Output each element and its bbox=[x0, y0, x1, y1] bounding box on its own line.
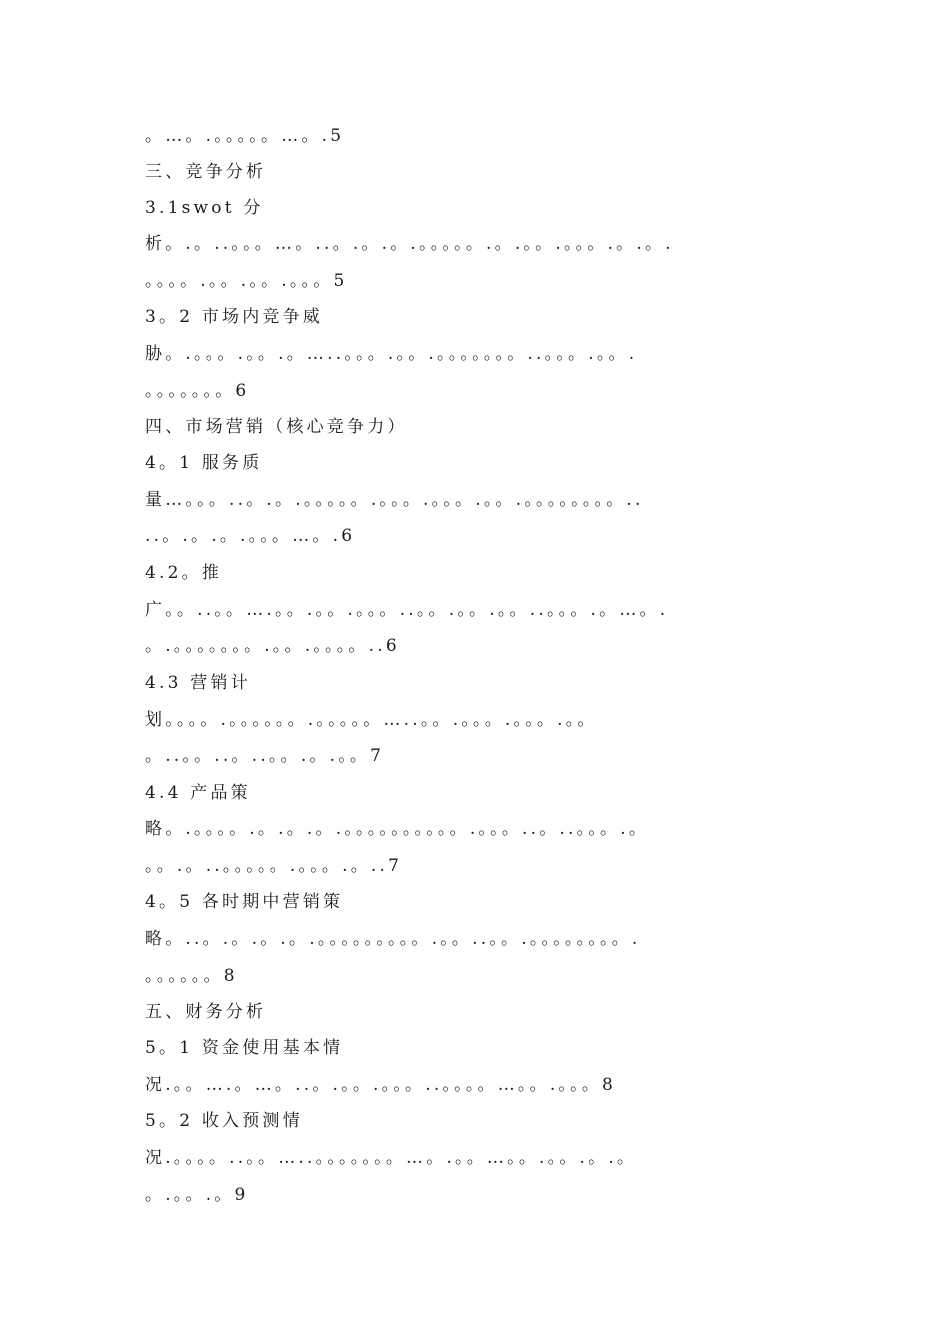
toc-leader-line: 。。。。。。。6 bbox=[145, 381, 250, 401]
toc-leader-line: 。。。。。。8 bbox=[145, 966, 238, 986]
toc-leader-line: 划。。。。.。。。。。。.。。。。。…..。。.。。。.。。。.。。 bbox=[145, 710, 598, 730]
toc-leader-line: 。。。。.。。.。。.。。。5 bbox=[145, 271, 348, 291]
toc-leader-line: 略。.。。。。.。.。.。.。。。。。。。。。。.。。。..。..。。。.。 bbox=[145, 819, 650, 839]
toc-leader-line: 。。.。..。。。。。.。。。.。..7 bbox=[145, 856, 403, 876]
toc-entry-title: 5。1 资金使用基本情 bbox=[145, 1038, 344, 1058]
toc-entry-title: 4。1 服务质 bbox=[145, 453, 263, 473]
toc-leader-line: 。.。。。。。。。.。。.。。。。..6 bbox=[145, 636, 400, 656]
toc-leader-line: 析。.。..。。。…。..。.。.。.。。。。。.。.。。.。。。.。.。. bbox=[145, 234, 674, 254]
toc-leader-line: 。.。。.。9 bbox=[145, 1185, 249, 1205]
toc-section-heading: 四、市场营销（核心竞争力） bbox=[145, 417, 408, 437]
toc-leader-line: 略。..。.。.。.。.。。。。。。。。。.。。..。。.。。。。。。。。. bbox=[145, 929, 641, 949]
toc-entry-title: 4.4 产品策 bbox=[145, 783, 251, 803]
toc-entry-title: 3。2 市场内竞争威 bbox=[145, 307, 324, 327]
toc-section-heading: 五、财务分析 bbox=[145, 1002, 267, 1022]
toc-leader-line: 量…。。。..。.。.。。。。。.。。。.。。。.。。.。。。。。。。。.. bbox=[145, 490, 644, 510]
toc-entry-title: 3.1swot 分 bbox=[145, 198, 264, 218]
toc-leader-line: 况.。。….。…。..。.。。.。。。..。。。。…。。.。。。8 bbox=[145, 1075, 617, 1095]
toc-entry-title: 4。5 各时期中营销策 bbox=[145, 892, 344, 912]
toc-leader-line: ..。.。.。.。。。…。.6 bbox=[145, 526, 356, 546]
toc-leader-line: 胁。.。。。.。。.。…..。。。.。。.。。。。。。。..。。。.。。. bbox=[145, 344, 638, 364]
toc-leader-line: 。..。。..。..。。.。.。。7 bbox=[145, 746, 385, 766]
toc-section-heading: 三、竞争分析 bbox=[145, 162, 267, 182]
toc-entry-title: 4.2。推 bbox=[145, 563, 223, 583]
toc-line: 。…。.。。。。。…。.5 bbox=[145, 126, 345, 146]
toc-entry-title: 4.3 营销计 bbox=[145, 673, 251, 693]
toc-entry-title: 5。2 收入预测情 bbox=[145, 1111, 303, 1131]
toc-leader-line: 广。。..。。….。。.。。.。。。..。。.。。.。。..。。。.。…。. bbox=[145, 600, 669, 620]
toc-leader-line: 况.。。。。..。。…..。。。。。。。…。.。。…。。.。。.。.。 bbox=[145, 1148, 638, 1168]
